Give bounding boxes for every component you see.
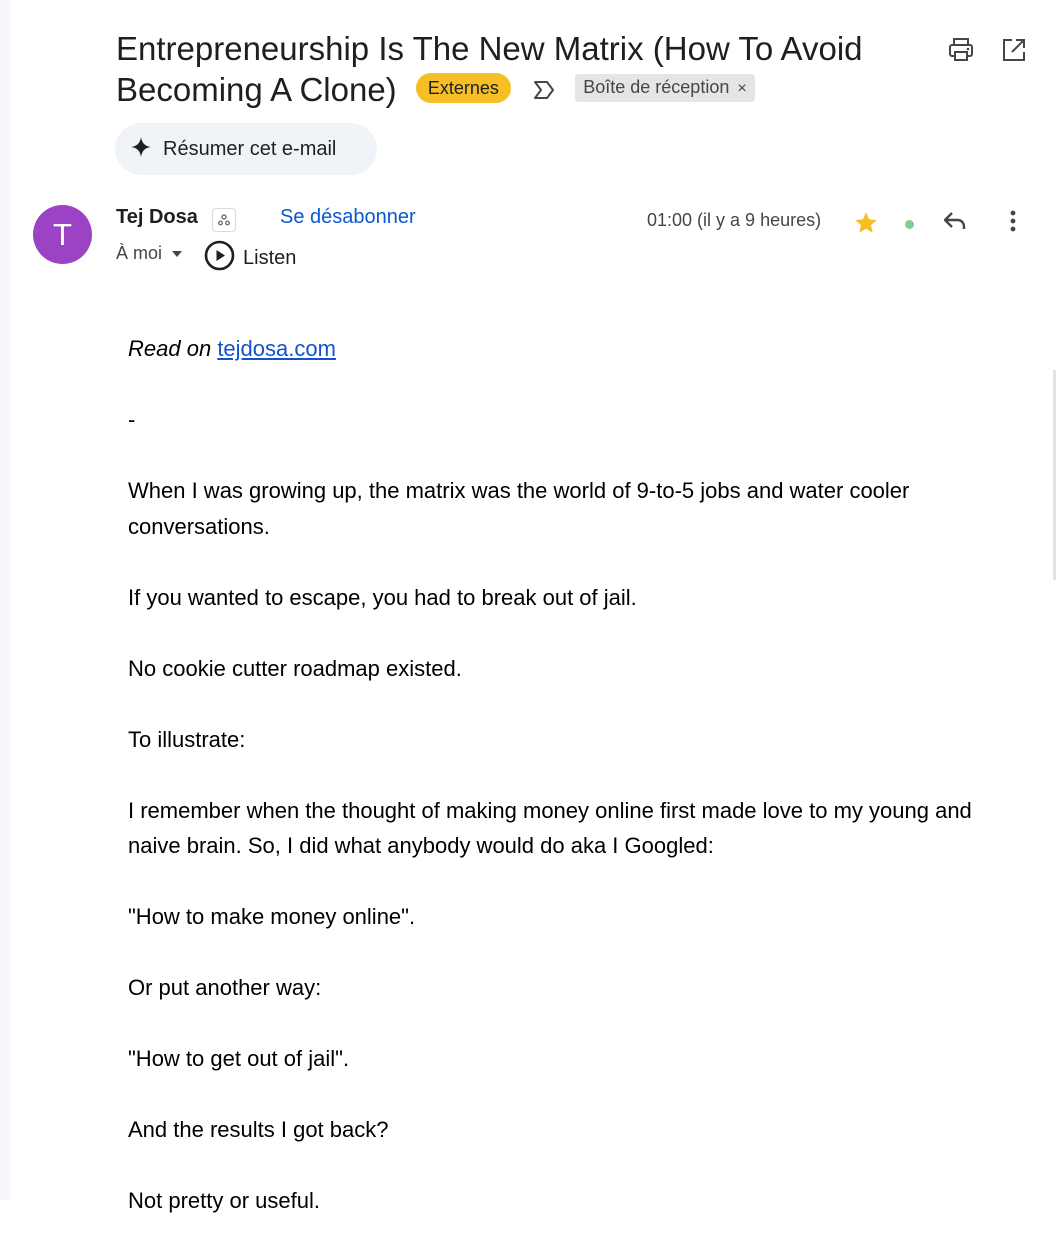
body-paragraph: Not pretty or useful. bbox=[128, 1188, 320, 1213]
avatar[interactable]: T bbox=[33, 205, 92, 264]
body-paragraph: Or put another way: bbox=[128, 975, 322, 1000]
body-paragraph: No cookie cutter roadmap existed. bbox=[128, 655, 462, 681]
body-paragraph: I remember when the thought of making money online first made love to my young and naive brain. So, I did what anybody would do aka I Googled: bbox=[128, 797, 972, 858]
status-dot-icon bbox=[905, 220, 914, 229]
chevron-down-icon bbox=[172, 251, 182, 257]
listen-label: Listen bbox=[243, 246, 297, 269]
read-on-line bbox=[128, 331, 1008, 367]
summarize-label: Résumer cet e-mail bbox=[163, 137, 337, 160]
subject-text: Entrepreneurship Is The New Matrix (How To Avoid Becoming A Clone) bbox=[116, 30, 863, 108]
body-paragraph: "How to make money online". bbox=[128, 904, 416, 929]
open-in-new-window-icon[interactable] bbox=[1000, 36, 1028, 64]
read-on-prefix: Read on bbox=[128, 336, 212, 361]
body-paragraph: When I was growing up, the matrix was the world of 9-to-5 jobs and water cooler conversations. bbox=[128, 478, 910, 539]
more-options-icon[interactable] bbox=[1002, 208, 1024, 239]
read-on-link[interactable]: tejdosa.com bbox=[217, 336, 336, 361]
listen-button[interactable] bbox=[204, 240, 296, 276]
email-body bbox=[128, 331, 1008, 1254]
body-paragraph: To illustrate: bbox=[128, 726, 246, 752]
label-inbox bbox=[575, 74, 754, 102]
reply-icon[interactable] bbox=[942, 208, 968, 239]
body-paragraph: - bbox=[128, 407, 136, 432]
email-subject bbox=[116, 28, 936, 113]
body-paragraph: And the results I got back? bbox=[128, 1117, 389, 1142]
sender-info-icon[interactable] bbox=[212, 208, 236, 232]
summarize-email-button[interactable] bbox=[115, 123, 377, 175]
email-timestamp: 01:00 (il y a 9 heures) bbox=[647, 210, 822, 230]
recipient-label: À moi bbox=[116, 243, 163, 263]
sparkle-icon bbox=[131, 137, 151, 162]
star-icon[interactable] bbox=[853, 210, 879, 241]
recipient-details-toggle[interactable] bbox=[116, 243, 182, 264]
play-circle-icon bbox=[204, 240, 235, 276]
label-inbox-text: Boîte de réception bbox=[583, 77, 730, 98]
sender-name[interactable]: Tej Dosa bbox=[116, 206, 198, 228]
remove-label-button[interactable]: × bbox=[737, 80, 747, 98]
left-rail bbox=[0, 0, 10, 1200]
print-icon[interactable] bbox=[947, 36, 975, 64]
unsubscribe-link[interactable]: Se désabonner bbox=[280, 206, 416, 228]
importance-marker-icon[interactable] bbox=[532, 68, 556, 109]
body-paragraph: If you wanted to escape, you had to break out of jail. bbox=[128, 584, 637, 610]
label-external[interactable]: Externes bbox=[416, 73, 511, 103]
body-paragraph: "How to get out of jail". bbox=[128, 1046, 350, 1071]
